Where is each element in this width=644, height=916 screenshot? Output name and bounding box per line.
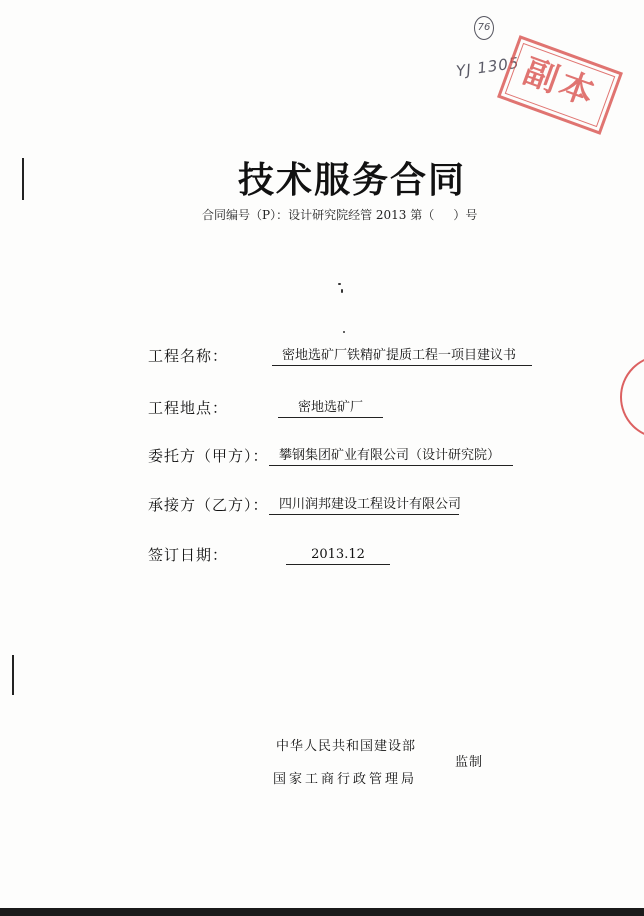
project-name-value: 密地选矿厂铁精矿提质工程一项目建议书 — [272, 347, 532, 366]
scan-dust — [338, 283, 341, 285]
scan-dust — [343, 331, 345, 333]
signing-date-label: 签订日期： — [148, 546, 229, 564]
copy-stamp-text: 副本 — [518, 51, 604, 115]
handwritten-circle-note: 76 — [474, 16, 494, 40]
issuer-industry-commerce-administration: 国家工商行政管理局 — [273, 772, 418, 787]
client-party-label: 委托方（甲方）： — [148, 447, 269, 465]
document-title: 技术服务合同 — [237, 159, 466, 201]
scan-dust — [341, 289, 343, 293]
partial-seal-stamp — [620, 355, 644, 439]
scan-bottom-edge — [0, 908, 644, 916]
project-location-value: 密地选矿厂 — [278, 399, 383, 418]
project-name-label: 工程名称： — [148, 347, 229, 365]
project-location-row — [148, 397, 363, 418]
supervised-by-label: 监制 — [455, 755, 484, 770]
client-party-row — [148, 445, 501, 466]
contractor-party-label: 承接方（乙方）： — [148, 496, 269, 514]
contractor-party-row — [148, 494, 462, 515]
project-name-row — [148, 345, 517, 366]
contract-number: 合同编号（P）：设计研究院经管 2013 第（ ）号 — [202, 208, 478, 222]
signing-date-value: 2013.12 — [286, 546, 390, 565]
signing-date-row — [148, 544, 365, 565]
contractor-party-value: 四川润邦建设工程设计有限公司 — [269, 496, 459, 515]
issuer-ministry-of-construction: 中华人民共和国建设部 — [276, 739, 417, 754]
project-location-label: 工程地点： — [148, 399, 229, 417]
copy-stamp — [497, 35, 623, 135]
client-party-value: 攀钢集团矿业有限公司（设计研究院） — [269, 447, 513, 466]
scan-mark-bottom — [12, 655, 14, 695]
handwritten-note: YJ 1305 — [455, 53, 521, 81]
